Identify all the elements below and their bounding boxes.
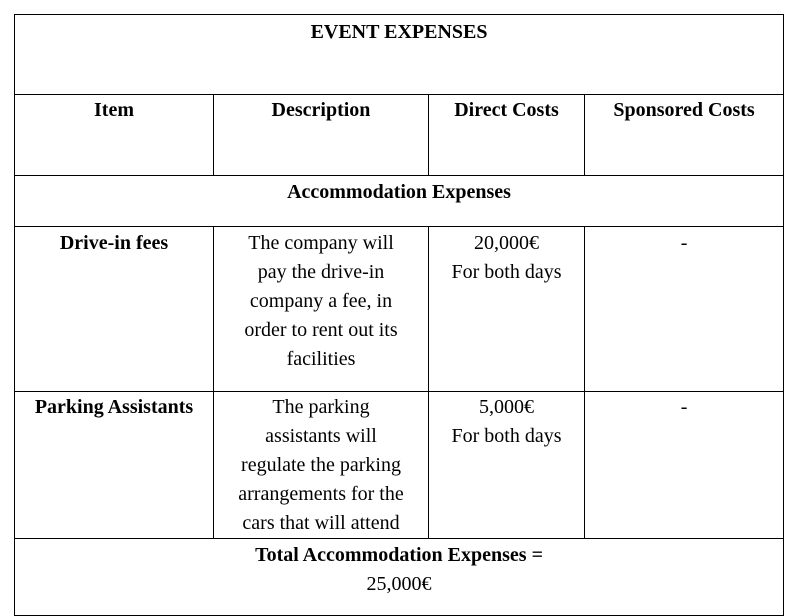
description-line: The company will (248, 232, 394, 254)
description-line: facilities (286, 348, 356, 370)
header-row (15, 95, 784, 176)
header-direct-costs: Direct Costs (429, 95, 585, 176)
total-label: Total Accommodation Expenses = (255, 544, 543, 566)
description-line: arrangements for the (238, 483, 404, 505)
item-name: Parking Assistants (15, 392, 214, 539)
description-line: The parking (272, 396, 370, 418)
section-title: Accommodation Expenses (15, 176, 784, 227)
direct-cost-amount: 20,000€ (474, 232, 539, 254)
description-line: order to rent out its (244, 319, 398, 341)
title-row (15, 15, 784, 95)
event-expenses-table (14, 14, 784, 616)
total-cell (15, 539, 784, 616)
header-item: Item (15, 95, 214, 176)
header-sponsored-costs: Sponsored Costs (585, 95, 784, 176)
sponsored-cost-cell: - (585, 392, 784, 539)
direct-cost-note: For both days (451, 261, 562, 283)
table-title: EVENT EXPENSES (15, 15, 784, 95)
direct-cost-cell (429, 392, 585, 539)
table-row (15, 227, 784, 392)
total-row (15, 539, 784, 616)
table-row (15, 392, 784, 539)
item-description (214, 392, 429, 539)
sponsored-cost-cell: - (585, 227, 784, 392)
description-line: regulate the parking (241, 454, 401, 476)
description-line: assistants will (265, 425, 377, 447)
total-value: 25,000€ (366, 573, 432, 595)
section-row (15, 176, 784, 227)
header-description: Description (214, 95, 429, 176)
direct-cost-note: For both days (451, 425, 562, 447)
direct-cost-cell (429, 227, 585, 392)
description-line: company a fee, in (249, 290, 393, 312)
direct-cost-amount: 5,000€ (479, 396, 534, 418)
description-line: pay the drive-in (257, 261, 385, 283)
description-line: cars that will attend (242, 512, 400, 534)
item-name: Drive-in fees (15, 227, 214, 392)
item-description (214, 227, 429, 392)
